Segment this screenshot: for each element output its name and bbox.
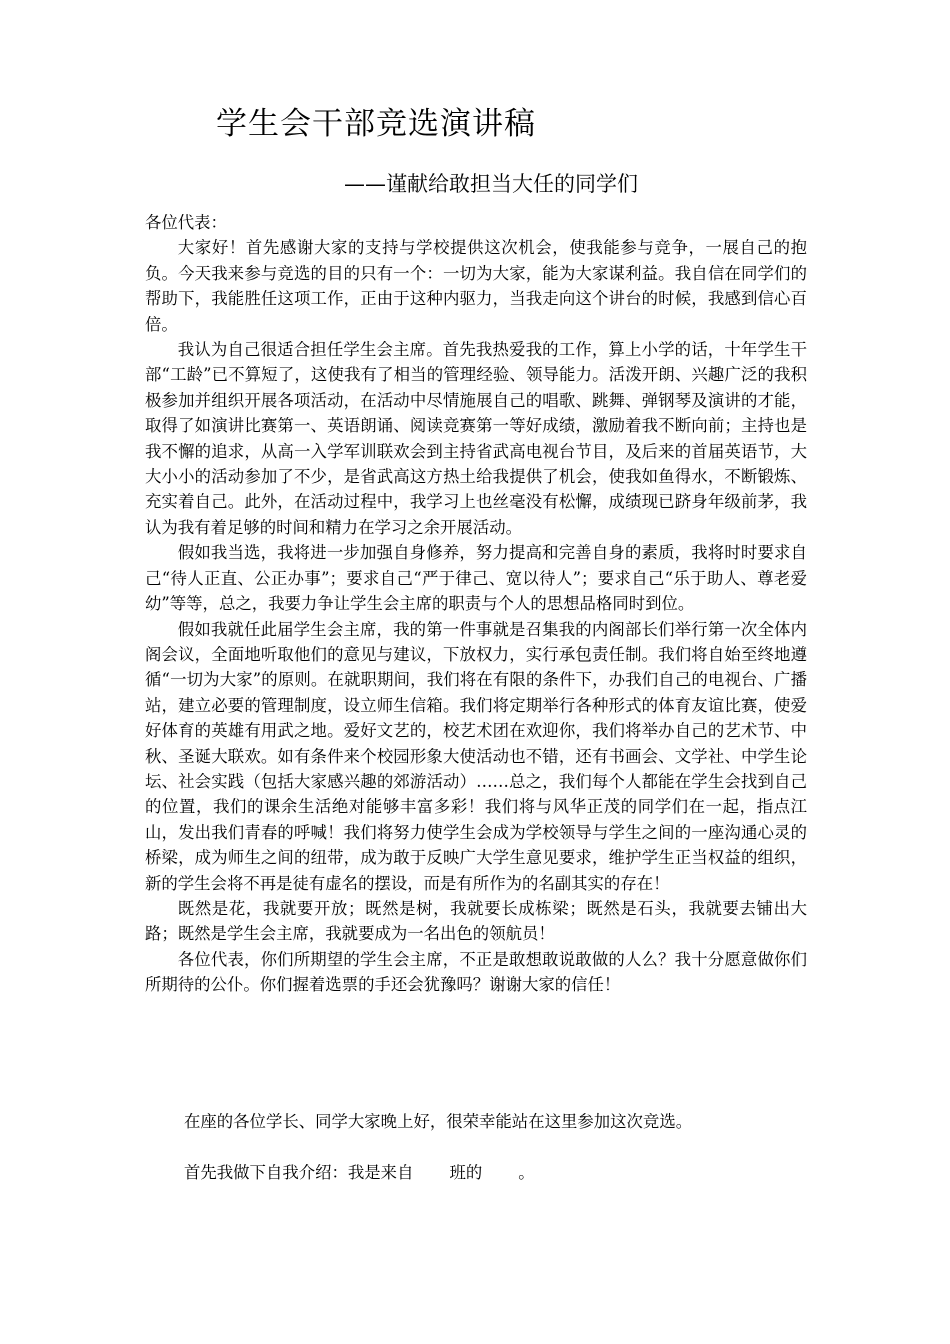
self-introduction-part: 首先我做下自我介绍：我是来自: [184, 1163, 414, 1182]
salutation: 各位代表：: [145, 213, 227, 232]
self-introduction-part: 。: [518, 1163, 535, 1182]
self-introduction-part: 班的: [449, 1163, 483, 1182]
paragraph: 大家好！首先感谢大家的支持与学校提供这次机会，使我能参与竞争，一展自己的抱负。今天我来参与竞选的目的只有一个：一切为大家，能为大家谋利益。我自信在同学们的帮助下，我能胜任这项工作，正由于这种内驱力，当我走向这个讲台的时候，我感到信心百倍。: [145, 238, 807, 334]
speech-body: [145, 210, 807, 998]
paragraph: 我认为自己很适合担任学生会主席。首先我热爱我的工作，算上小学的话，十年学生干部“工龄”已不算短了，这使我有了相当的管理经验、领导能力。活泼开朗、兴趣广泛的我积极参加并组织开展各项活动，在活动中尽情施展自己的唱歌、跳舞、弹钢琴及演讲的才能，取得了如演讲比赛第一、英语朗诵、阅读竞赛第一等好成绩，激励着我不断向前；主持也是我不懈的追求，从高一入学军训联欢会到主持省武高电视台节目，及后来的首届英语节，大大小小的活动参加了不少，是省武高这方热土给我提供了机会，使我如鱼得水，不断锻炼、充实着自己。此外，在活动过程中，我学习上也丝毫没有松懈，成绩现已跻身年级前茅，我认为我有着足够的时间和精力在学习之余开展活动。: [145, 340, 807, 537]
self-introduction: [184, 1160, 535, 1185]
paragraph: 各位代表，你们所期望的学生会主席，不正是敢想敢说敢做的人么？我十分愿意做你们所期待的公仆。你们握着选票的手还会犹豫吗？谢谢大家的信任！: [145, 949, 807, 995]
paragraph: 假如我就任此届学生会主席，我的第一件事就是召集我的内阁部长们举行第一次全体内阁会议，全面地听取他们的意见与建议，下放权力，实行承包责任制。我们将自始至终地遵循“一切为大家”的原则。在就职期间，我们将在有限的条件下，办我们自己的电视台、广播站，建立必要的管理制度，设立师生信箱。我们将定期举行各种形式的体育友谊比赛，使爱好体育的英雄有用武之地。爱好文艺的，校艺术团在欢迎你，我们将举办自己的艺术节、中秋、圣诞大联欢。如有条件来个校园形象大使活动也不错，还有书画会、文学社、中学生论坛、社会实践（包括大家感兴趣的郊游活动）……总之，我们每个人都能在学生会找到自己的位置，我们的课余生活绝对能够丰富多彩！我们将与风华正茂的同学们在一起，指点江山，发出我们青春的呼喊！我们将努力使学生会成为学校领导与学生之间的一座沟通心灵的桥梁，成为师生之间的纽带，成为敢于反映广大学生意见要求，维护学生正当权益的组织，新的学生会将不再是徒有虚名的摆设，而是有所作为的名副其实的存在！: [145, 619, 807, 893]
paragraph: 假如我当选，我将进一步加强自身修养，努力提高和完善自身的素质，我将时时要求自己“待人正直、公正办事”；要求自己“严于律己、宽以待人”；要求自己“乐于助人、尊老爱幼”等等，总之，我要力争让学生会主席的职责与个人的思想品格同时到位。: [145, 543, 807, 614]
paragraph: 既然是花，我就要开放；既然是树，我就要长成栋梁；既然是石头，我就要去铺出大路；既然是学生会主席，我就要成为一名出色的领航员！: [145, 898, 807, 944]
closing-greeting: 在座的各位学长、同学大家晚上好，很荣幸能站在这里参加这次竞选。: [184, 1112, 693, 1131]
document-title: 学生会干部竞选演讲稿: [216, 106, 536, 142]
document-subtitle: ——谨献给敢担当大任的同学们: [344, 172, 638, 196]
